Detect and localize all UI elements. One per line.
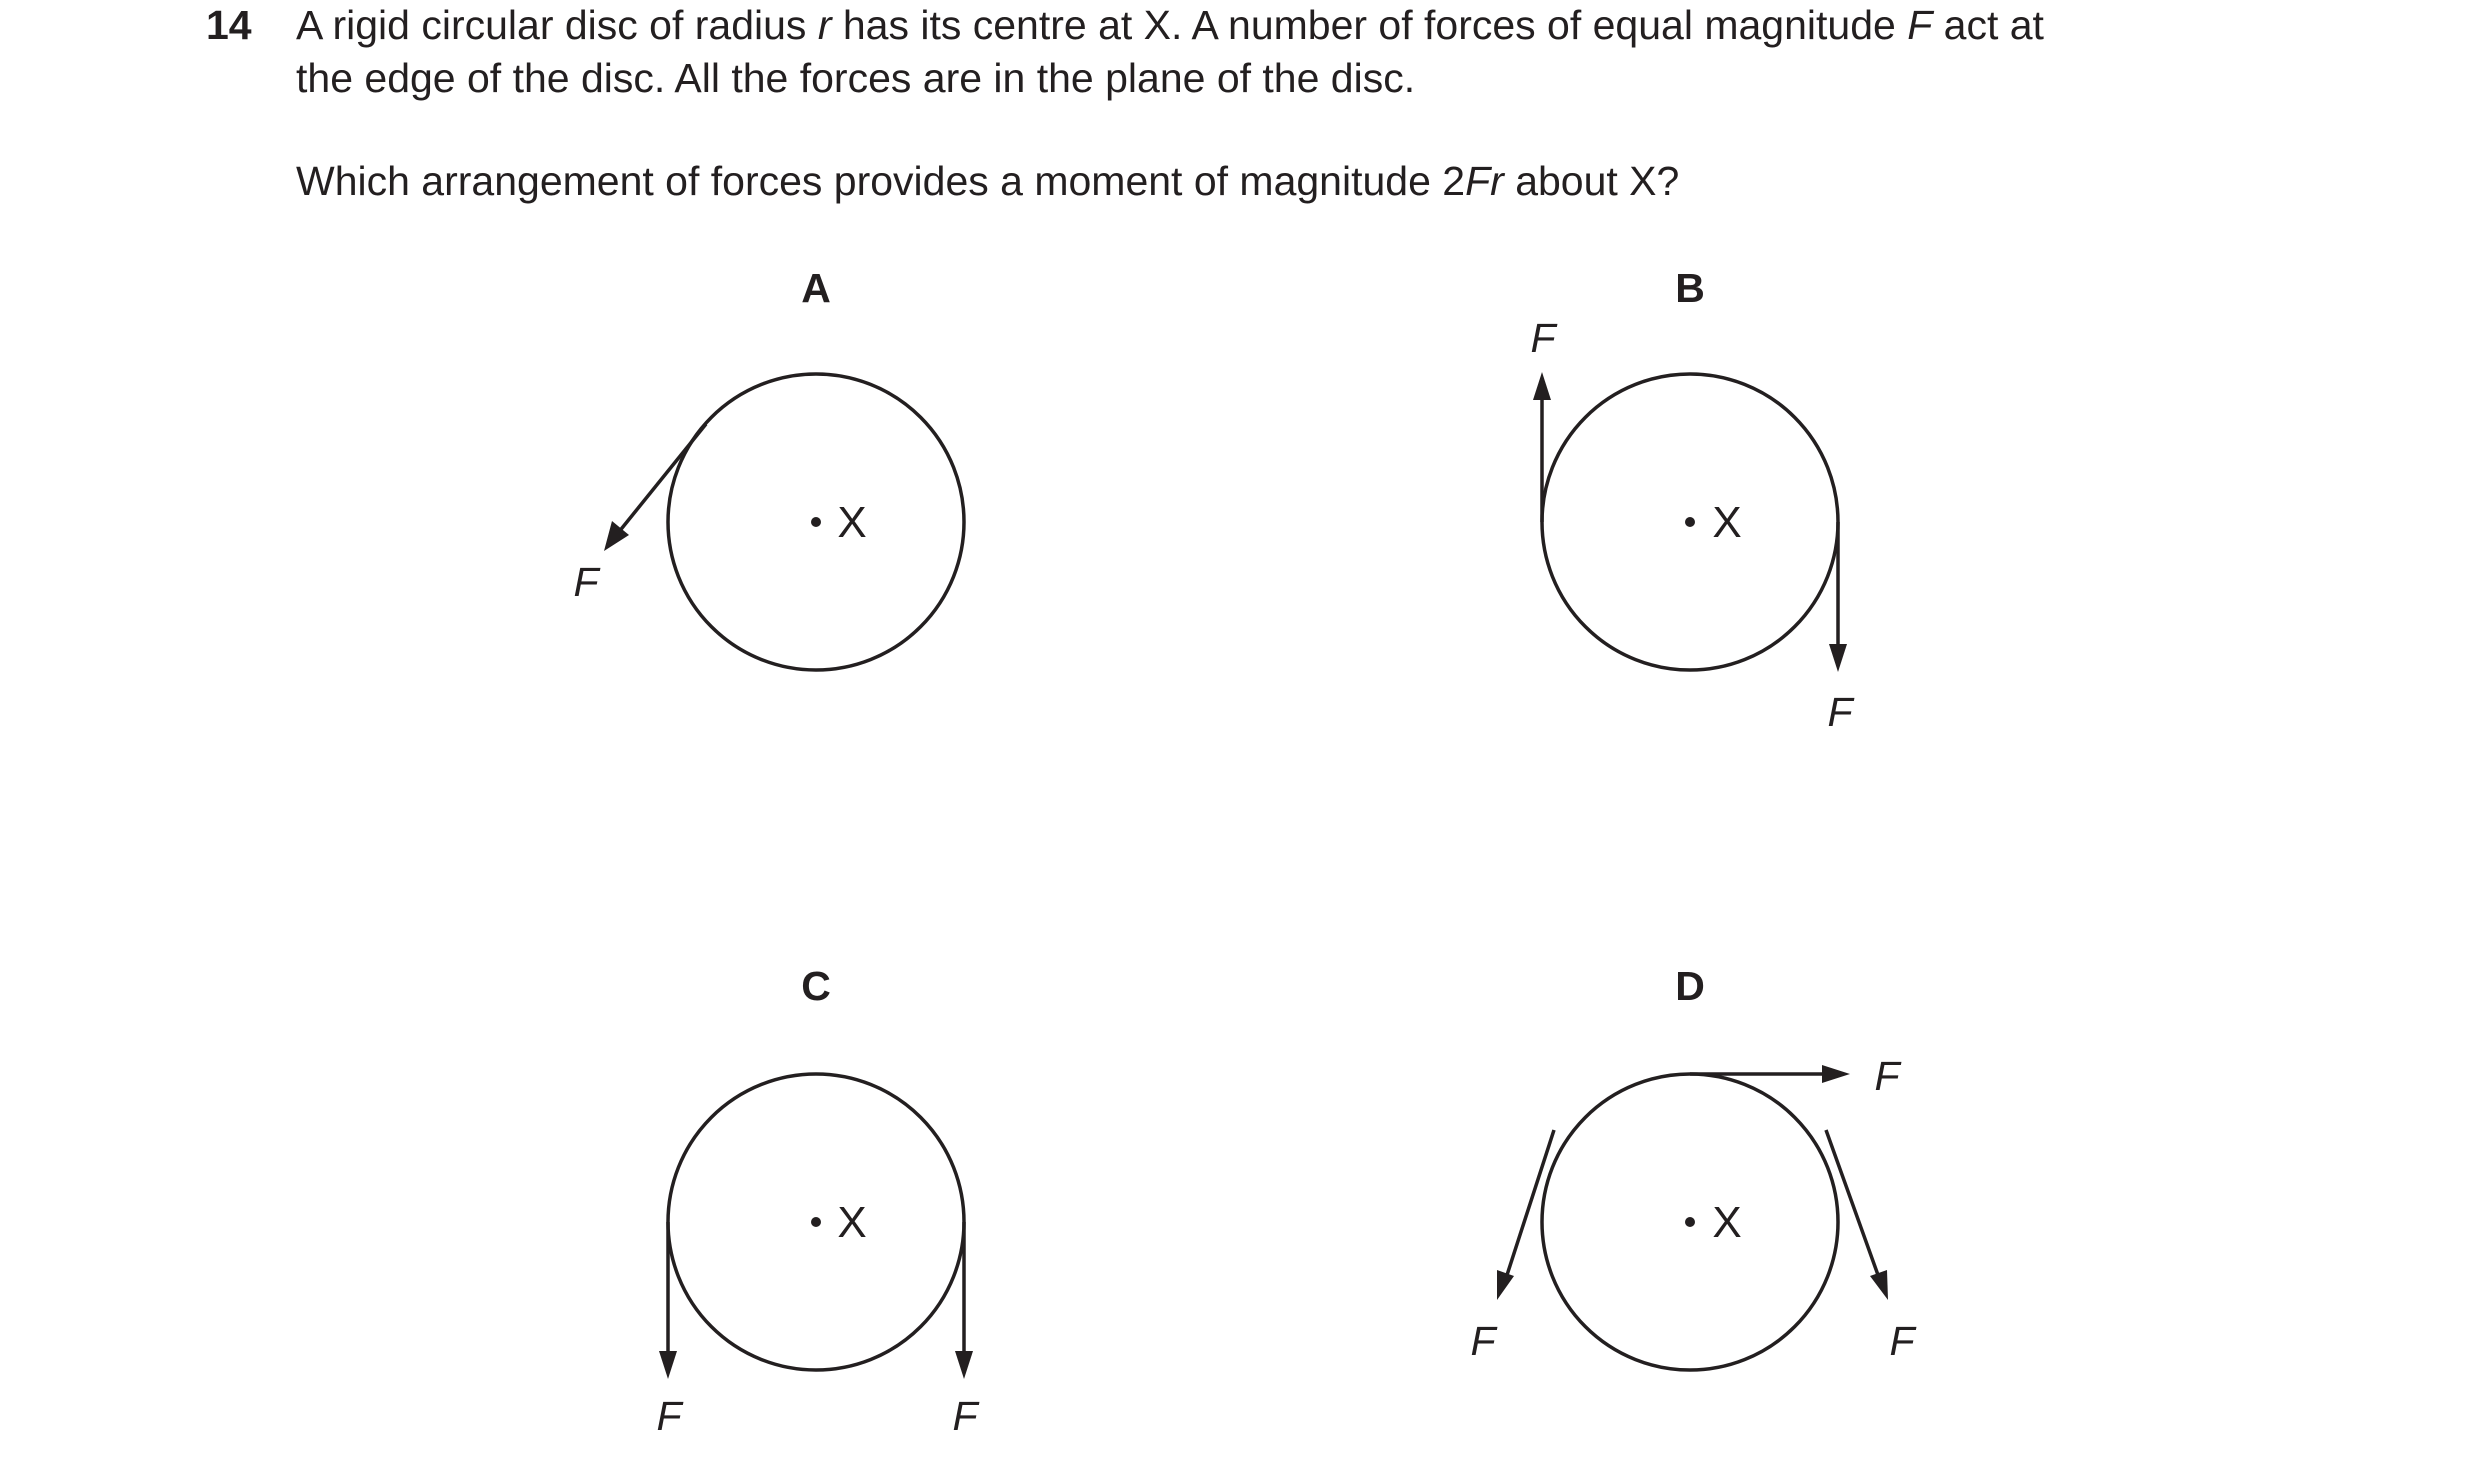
- option-a-diagram: [573, 265, 964, 670]
- option-c-centre-label: X: [837, 1198, 867, 1247]
- option-d-label: D: [1675, 963, 1705, 1009]
- option-b-force-down-label: F: [1827, 689, 1853, 735]
- option-b-force-down-arrowhead: [1829, 644, 1847, 672]
- option-d-force-right-arrowhead: [1870, 1270, 1888, 1300]
- option-d-force-right-label: F: [1889, 1318, 1915, 1364]
- question-prompt: Which arrangement of forces provides a moment of magnitude 2Fr about X?: [296, 158, 1680, 204]
- option-b-centre-dot: [1685, 517, 1695, 527]
- option-a-force-label: F: [573, 559, 599, 605]
- option-c-label: C: [801, 963, 831, 1009]
- option-a-centre-label: X: [837, 498, 867, 547]
- question-line-2: the edge of the disc. All the forces are in the plane of the disc.: [296, 55, 1416, 101]
- option-d-force-top-arrowhead: [1822, 1065, 1850, 1083]
- option-a-centre-dot: [811, 517, 821, 527]
- option-c-force-left-arrowhead: [659, 1351, 677, 1379]
- option-d-centre-label: X: [1712, 1198, 1742, 1247]
- option-c-centre-dot: [811, 1217, 821, 1227]
- option-b-centre-label: X: [1712, 498, 1742, 547]
- option-b-diagram: [1530, 265, 1854, 735]
- option-a-label: A: [801, 265, 831, 311]
- question-line-1: A rigid circular disc of radius r has its centre at X. A number of forces of equal magnitude F act at: [296, 2, 2044, 48]
- option-b-force-up-arrowhead: [1533, 372, 1551, 400]
- option-c-force-right-label: F: [952, 1393, 978, 1439]
- option-b-label: B: [1675, 265, 1705, 311]
- option-d-diagram: [1470, 963, 1916, 1370]
- option-c-diagram: [656, 963, 979, 1439]
- option-d-centre-dot: [1685, 1217, 1695, 1227]
- option-a-force-arrow: [618, 424, 706, 533]
- option-c-force-left-label: F: [656, 1393, 682, 1439]
- question-number: 14: [206, 2, 252, 48]
- option-d-force-left-label: F: [1470, 1318, 1496, 1364]
- option-c-force-right-arrowhead: [955, 1351, 973, 1379]
- option-b-force-up-label: F: [1530, 315, 1556, 361]
- option-d-force-top-label: F: [1874, 1053, 1900, 1099]
- option-d-force-left-arrowhead: [1497, 1270, 1514, 1300]
